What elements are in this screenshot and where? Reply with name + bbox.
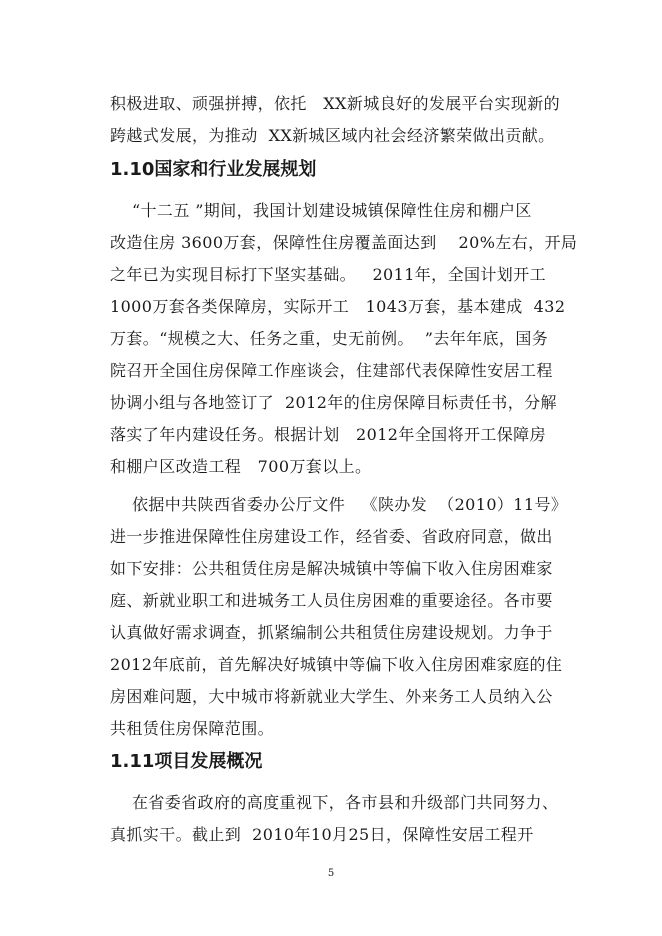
text-line: 积极进取、顽强拼搏，依托 XX新城良好的发展平台实现新的 [110,94,561,113]
text-line: 之年已为实现目标打下坚实基础。 2011年，全国计划开工 [110,265,546,284]
text-line: 庭、新就业职工和进城务工人员住房困难的重要途径。各市要 [110,591,553,610]
text-line: 1000万套各类保障房，实际开工 1043万套，基本建成 432 [110,297,566,316]
text-line: 2012年底前，首先解决好城镇中等偏下收入住房困难家庭的住 [110,655,563,674]
text-line: “十二五 ”期间，我国计划建设城镇保障性住房和棚户区 [110,201,532,220]
text-line: 依据中共陕西省委办公厅文件 《陕办发 （2010）11号》 [110,495,568,514]
text-line: 在省委省政府的高度重视下，各市县和升级部门共同努力、 [110,793,559,812]
page-number: 5 [327,868,335,879]
text-line: 院召开全国住房保障工作座谈会，住建部代表保障性安居工程 [110,361,553,380]
text-line: 真抓实干。截止到 2010年10月25日，保障性安居工程开 [110,825,534,844]
text-line: 协调小组与各地签订了 2012年的住房保障目标责任书，分解 [110,393,557,412]
text-line: 落实了年内建设任务。根据计划 2012年全国将开工保障房 [110,425,546,444]
text-line: 认真做好需求调查，抓紧编制公共租赁住房建设规划。力争于 [110,623,553,642]
text-line: 如下安排：公共租赁住房是解决城镇中等偏下收入住房困难家 [110,559,553,578]
text-line: 跨越式发展，为推动 XX新城区域内社会经济繁荣做出贡献。 [110,126,555,145]
text-line: 进一步推进保障性住房建设工作，经省委、省政府同意，做出 [110,527,553,546]
section-heading-1-11: 1.11项目发展概况 [110,751,263,772]
text-line: 和棚户区改造工程 700万套以上。 [110,457,372,476]
section-heading-1-10: 1.10国家和行业发展规划 [110,159,317,180]
text-line: 万套。“规模之大、任务之重，史无前例。 ”去年年底，国务 [110,329,549,348]
text-line: 共租赁住房保障范围。 [110,719,275,738]
text-line: 房困难问题，大中城市将新就业大学生、外来务工人员纳入公 [110,687,553,706]
text-line: 改造住房 3600万套，保障性住房覆盖面达到 20%左右，开局 [110,233,578,252]
